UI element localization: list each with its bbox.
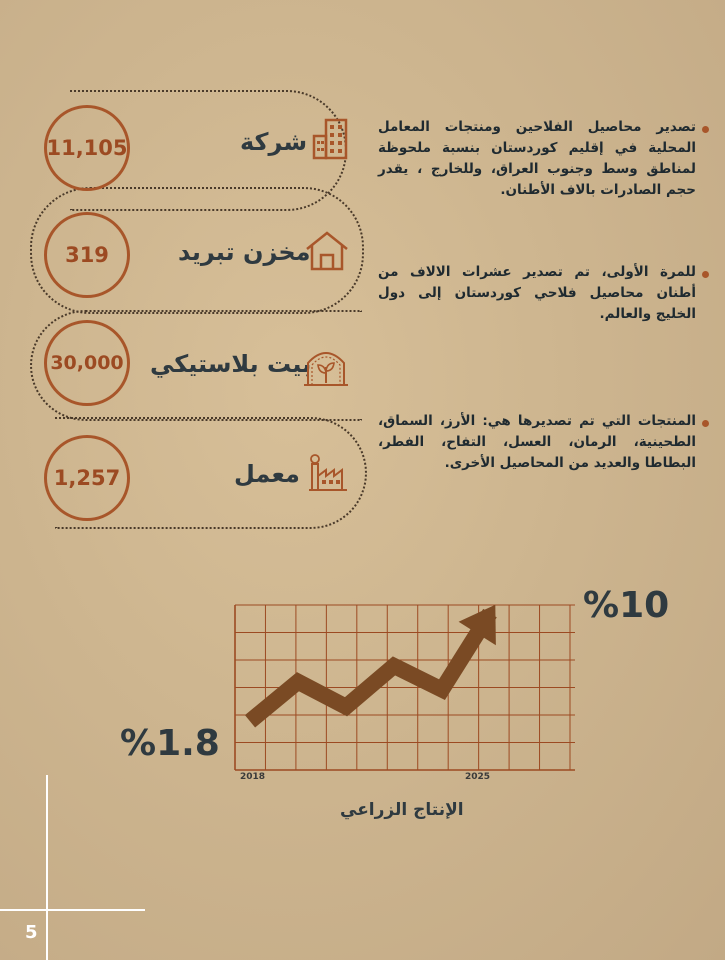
building-icon	[310, 118, 350, 160]
chart-title: الإنتاج الزراعي	[340, 800, 464, 820]
paragraph-gulf: للمرة الأولى، تم تصدير عشرات الالاف من أطنان محاصيل فلاحي كوردستان إلى دول الخليج والعالم.	[378, 264, 696, 322]
warehouse-icon	[304, 229, 350, 273]
stat-number-circle: 11,105	[44, 105, 130, 191]
start-value-label: %1.8	[120, 723, 220, 764]
stat-label: بيت بلاستيكي	[150, 350, 312, 378]
footer-horizontal-line	[0, 909, 145, 911]
stat-number-circle: 30,000	[44, 320, 130, 406]
bullet-dot	[702, 271, 709, 278]
bullet-dot	[702, 420, 709, 427]
growth-chart	[225, 595, 585, 785]
growth-line	[250, 613, 490, 721]
stat-number-circle: 319	[44, 212, 130, 298]
x-tick-end: 2025	[465, 772, 491, 782]
factory-icon	[307, 452, 349, 492]
stat-label: معمل	[234, 460, 300, 488]
stat-label: شركة	[240, 128, 308, 156]
end-value-label: %10	[583, 585, 670, 626]
stat-number-circle: 1,257	[44, 435, 130, 521]
page-number: 5	[25, 922, 38, 943]
x-tick-start: 2018	[240, 772, 266, 782]
bullet-dot	[702, 126, 709, 133]
paragraph-products: المنتجات التي تم تصديرها هي: الأرز، السماق، الطحينية، الرمان، العسل، التفاح، الفطر، البطاطا والعديد من المحاصيل الأخرى.	[378, 413, 696, 471]
stat-label: مخزن تبريد	[178, 238, 311, 266]
paragraph-exports: تصدير محاصيل الفلاحين ومنتجات المعامل المحلية في إقليم كوردستان بنسبة ملحوظة لمناطق وسط وجنوب العراق، وللخارج ، يقدر حجم الصادرات بالاف الأطنان.	[378, 119, 696, 198]
greenhouse-icon	[302, 345, 350, 387]
footer-vertical-line	[46, 775, 48, 960]
